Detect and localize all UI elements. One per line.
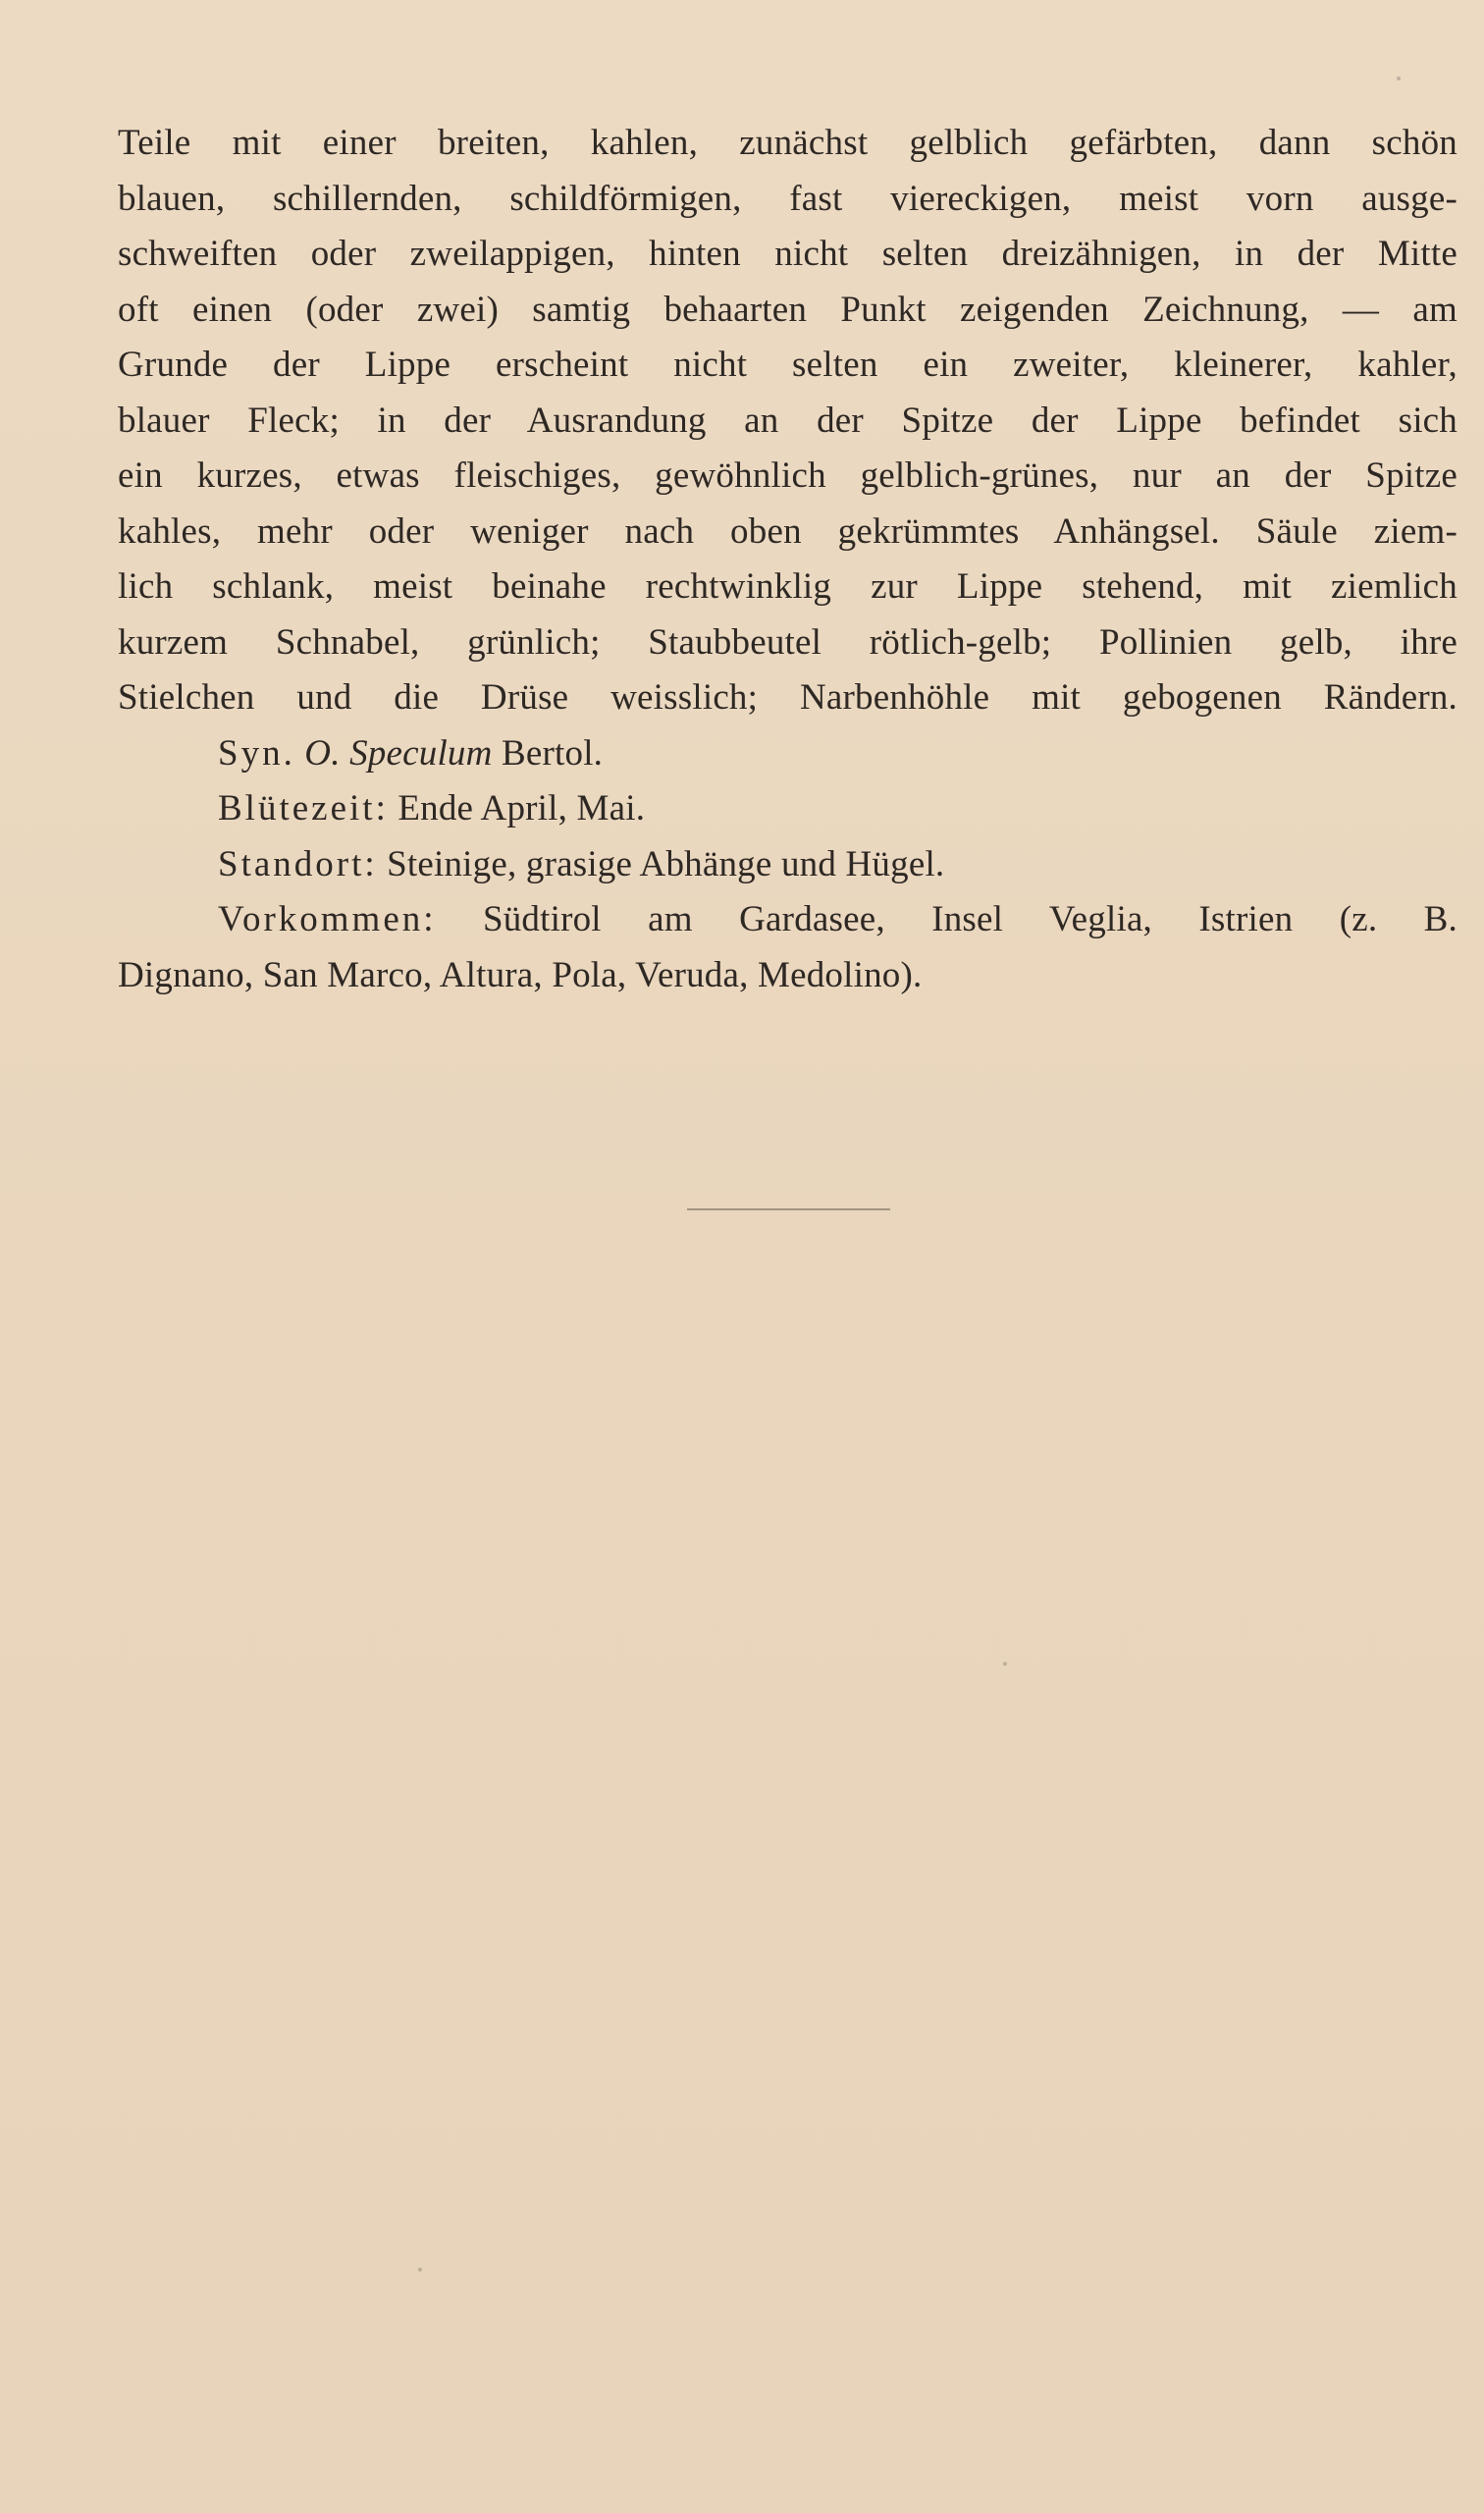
occurrence-value-1: Südtirol am Gardasee, Insel Veglia, Istrien (z. B. [482,899,1458,939]
occurrence-continuation-line: Dignano, San Marco, Altura, Pola, Veruda, Medolino). [118,954,923,995]
synonym-name: O. Speculum [304,732,493,774]
paragraph-line: Grunde der Lippe erscheint nicht selten ein zweiter, kleinerer, kahler, [118,345,1458,385]
paper-speck [418,2268,422,2272]
paragraph-line: blauer Fleck; in der Ausrandung an der Spitze der Lippe befindet sich [118,400,1458,441]
bloom-value: Ende April, Mai. [398,788,646,829]
synonym-label: Syn. [218,732,295,774]
habitat-line [118,837,1458,893]
occurrence-line [118,892,1458,948]
paragraph-line: Teile mit einer breiten, kahlen, zunächst gelblich gefärbten, dann schön [118,123,1458,163]
paragraph-line: oft einen (oder zwei) samtig behaarten Punkt zeigenden Zeichnung, — am [118,289,1458,330]
paragraph-line: blauen, schillernden, schildförmigen, fast viereckigen, meist vorn ausge- [118,178,1458,219]
bloom-label: Blütezeit: [218,788,389,829]
occurrence-label: Vorkommen: [218,899,437,939]
paper-speck [1003,1662,1007,1666]
paragraph-line: schweiften oder zweilappigen, hinten nicht selten dreizähnigen, in der Mitte [118,234,1458,274]
synonym-author: Bertol. [502,732,604,774]
paper-speck [1397,77,1401,80]
paragraph-line: kahles, mehr oder weniger nach oben gekrümmtes Anhängsel. Säule ziem- [118,510,1458,552]
bloom-line [118,781,1458,837]
section-divider [687,1208,890,1210]
paragraph-line: Stielchen und die Drüse weisslich; Narbenhöhle mit gebogenen Rändern. [118,677,1458,718]
paragraph-line: ein kurzes, etwas fleischiges, gewöhnlich gelblich-grünes, nur an der Spitze [118,455,1458,496]
habitat-value: Steinige, grasige Abhänge und Hügel. [387,843,945,884]
paragraph-line: lich schlank, meist beinahe rechtwinklig zur Lippe stehend, mit ziemlich [118,566,1458,607]
habitat-label: Standort: [218,843,378,884]
paragraph-line: kurzem Schnabel, grünlich; Staubbeutel rötlich-gelb; Pollinien gelb, ihre [118,621,1458,663]
synonym-line [118,726,1458,782]
text-block [118,116,1458,1003]
